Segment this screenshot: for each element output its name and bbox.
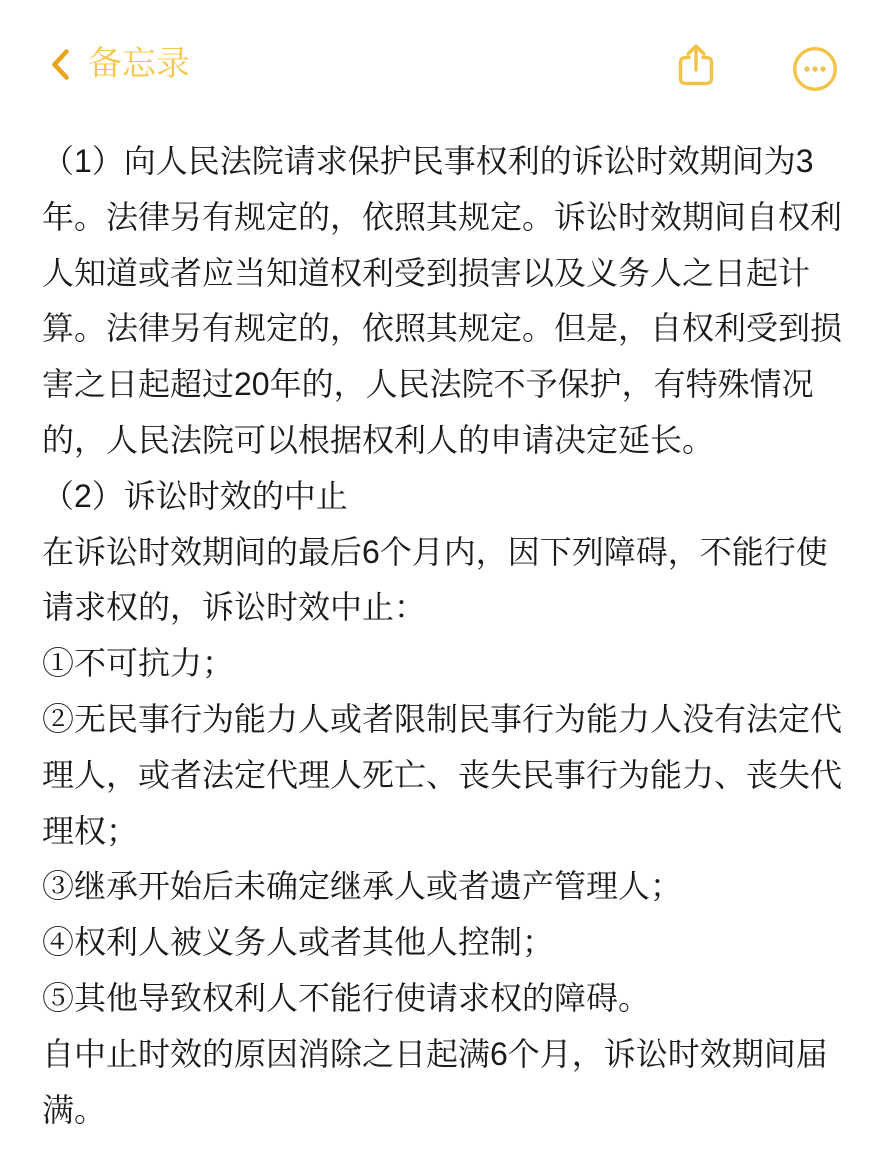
share-button[interactable] xyxy=(676,42,716,88)
note-line: 人知道或者应当知道权利受到损害以及义务人之日起计 xyxy=(42,254,811,291)
note-line: 害之日起超过20年的，人民法院不予保护，有特殊情况 xyxy=(42,366,814,403)
note-line: ④权利人被义务人或者其他人控制； xyxy=(42,924,555,961)
note-line: ⑤其他导致权利人不能行使请求权的障碍。 xyxy=(42,979,651,1016)
share-icon xyxy=(676,42,716,88)
back-button[interactable] xyxy=(50,44,190,84)
note-line: 在诉讼时效期间的最后6个月内，因下列障碍，不能行使 xyxy=(42,533,828,570)
note-line: 请求权的，诉讼时效中止： xyxy=(42,589,427,626)
note-line: 理权； xyxy=(42,812,139,849)
note-line: 自中止时效的原因消除之日起满6个月，诉讼时效期间届 xyxy=(42,1035,828,1072)
note-line: 年。法律另有规定的，依照其规定。诉讼时效期间自权利 xyxy=(42,198,843,235)
note-line: 理人，或者法定代理人死亡、丧失民事行为能力、丧失代 xyxy=(42,756,843,793)
nav-bar xyxy=(0,0,880,112)
more-button[interactable] xyxy=(792,46,838,92)
chevron-left-icon xyxy=(50,48,71,81)
ellipsis-circle-icon xyxy=(792,46,838,92)
note-line: ③继承开始后未确定继承人或者遗产管理人； xyxy=(42,868,683,905)
note-content[interactable] xyxy=(42,134,854,1138)
note-line: 满。 xyxy=(42,1091,107,1128)
note-line: （1）向人民法院请求保护民事权利的诉讼时效期间为3 xyxy=(42,143,814,179)
back-label: 备忘录 xyxy=(88,45,190,83)
note-line: ②无民事行为能力人或者限制民事行为能力人没有法定代 xyxy=(42,700,843,737)
note-line: ①不可抗力； xyxy=(42,645,235,682)
note-line: 算。法律另有规定的，依照其规定。但是，自权利受到损 xyxy=(42,310,843,347)
note-line: （2）诉讼时效的中止 xyxy=(42,477,348,514)
note-line: 的，人民法院可以根据权利人的申请决定延长。 xyxy=(42,421,715,458)
